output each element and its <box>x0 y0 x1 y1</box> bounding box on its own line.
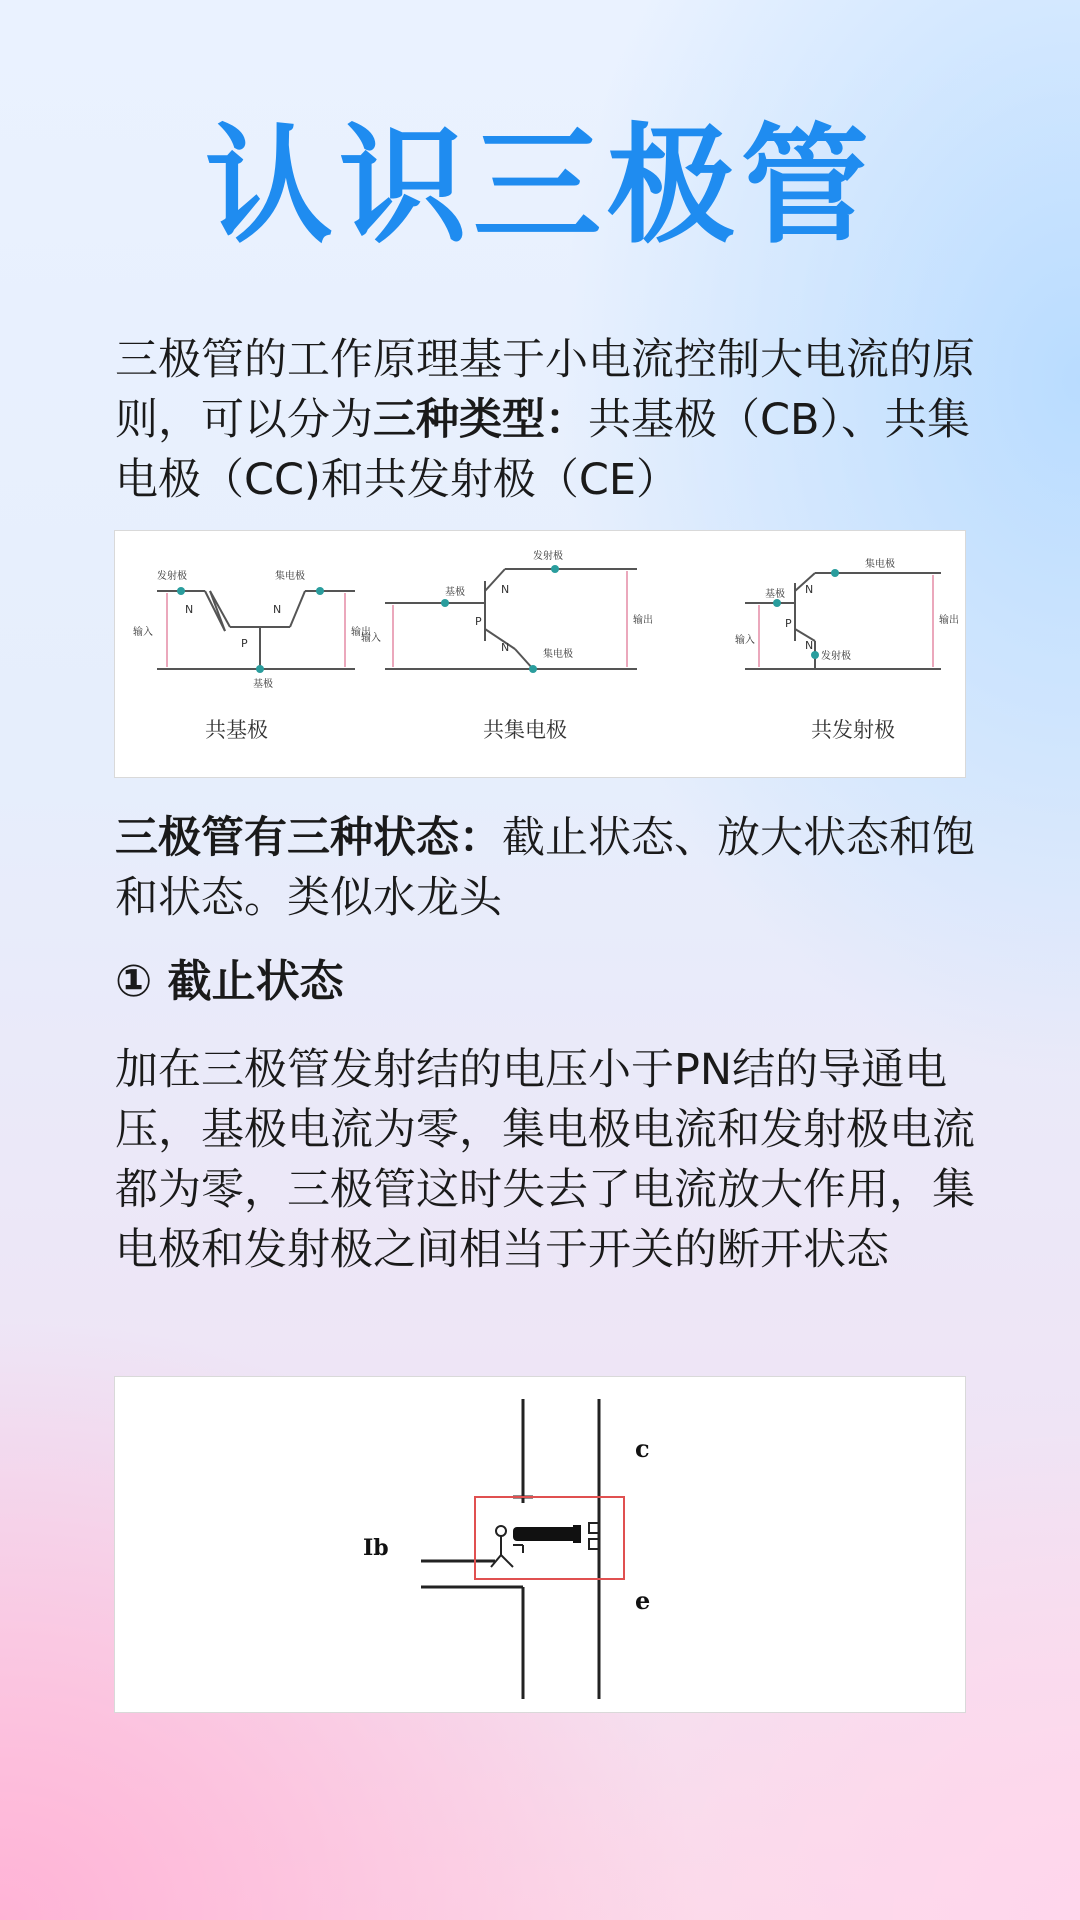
d3-caption: 共发射极 <box>811 718 895 742</box>
d1-region-left: N <box>185 603 194 616</box>
cutoff-svg <box>115 1377 967 1714</box>
d2-base-label: 基极 <box>445 587 465 598</box>
d2-input-label: 输入 <box>361 633 381 644</box>
section-heading-cutoff: ① 截止状态 <box>115 956 344 1007</box>
d3-input-label: 输入 <box>735 635 755 646</box>
intro-bold: 三种类型： <box>373 395 588 445</box>
d1-caption: 共基极 <box>205 718 268 742</box>
emitter-e-label: e <box>635 1586 651 1615</box>
d2-region-top: N <box>501 583 510 596</box>
d2-emitter-label: 发射极 <box>533 551 563 562</box>
d3-region-bottom: N <box>805 639 814 652</box>
d3-emitter-label: 发射极 <box>821 651 851 662</box>
d2-output-label: 输出 <box>633 615 653 626</box>
states-bold: 三极管有三种状态： <box>115 813 502 863</box>
d2-caption: 共集电极 <box>483 718 567 742</box>
d1-output-label: 输出 <box>351 627 371 638</box>
d2-region-bottom: N <box>501 641 510 654</box>
d3-base-label: 基极 <box>765 589 785 600</box>
collector-c-label: c <box>635 1434 650 1463</box>
cutoff-paragraph: 加在三极管发射结的电压小于PN结的导通电压，基极电流为零，集电极电流和发射极电流都为零，三极管这时失去了电流放大作用，集电极和发射极之间相当于开关的断开状态 <box>115 1045 975 1275</box>
d2-region-mid: P <box>475 615 482 628</box>
d3-collector-label: 集电极 <box>865 559 895 570</box>
intro-text-2: 共基极（CB）、共集电极（CC)和共发射极（CE） <box>115 395 971 505</box>
transistor-configurations-figure <box>114 530 966 778</box>
d2-collector-label: 集电极 <box>543 649 573 660</box>
d1-emitter-label: 发射极 <box>157 571 187 582</box>
ib-label: Ib <box>363 1535 389 1561</box>
page-title: 认识三极管 <box>204 112 875 261</box>
states-text: 截止状态、放大状态和饱和状态。类似水龙头 <box>115 813 975 923</box>
d3-output-label: 输出 <box>939 615 959 626</box>
intro-text-1: 三极管的工作原理基于小电流控制大电流的原则，可以分为 <box>115 335 975 445</box>
states-paragraph <box>115 808 975 928</box>
configurations-svg <box>115 531 967 779</box>
intro-paragraph <box>115 330 975 510</box>
cutoff-state-figure <box>114 1376 966 1713</box>
d1-collector-label: 集电极 <box>275 571 305 582</box>
d1-region-right: N <box>273 603 282 616</box>
d3-region-top: N <box>805 583 814 596</box>
d1-base-label: 基极 <box>253 679 273 690</box>
d1-input-label: 输入 <box>133 627 153 638</box>
d1-region-mid: P <box>241 637 248 650</box>
d3-region-mid: P <box>785 617 792 630</box>
